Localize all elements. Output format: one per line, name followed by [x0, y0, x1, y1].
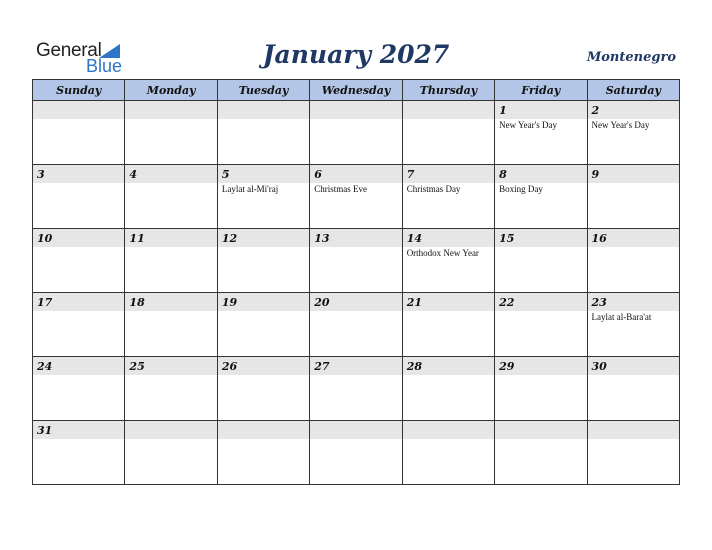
day-number: 26	[221, 360, 238, 373]
holiday-label	[33, 439, 124, 440]
weekday-header: Saturday	[587, 80, 679, 101]
day-cell	[402, 165, 494, 229]
weekday-header: Tuesday	[217, 80, 309, 101]
day-cell	[402, 293, 494, 357]
day-number: 17	[37, 296, 53, 309]
day-number-bar	[495, 293, 586, 311]
week-row	[33, 165, 680, 229]
holiday-label	[588, 439, 679, 440]
holiday-label	[495, 311, 586, 312]
holiday-label	[310, 375, 401, 376]
calendar-grid	[32, 79, 680, 485]
day-number-bar	[218, 101, 309, 119]
calendar-title: January 2027	[262, 40, 450, 69]
holiday-label	[33, 183, 124, 184]
holiday-label	[310, 119, 401, 120]
holiday-label	[403, 439, 494, 440]
weekday-header: Wednesday	[310, 80, 402, 101]
holiday-label	[588, 183, 679, 184]
day-number: 13	[314, 232, 330, 245]
day-number: 12	[221, 232, 238, 245]
day-cell	[402, 229, 494, 293]
holiday-label	[495, 439, 586, 440]
holiday-label	[218, 311, 309, 312]
weekday-header: Thursday	[402, 80, 494, 101]
day-number-bar	[125, 165, 216, 183]
day-cell	[310, 421, 402, 485]
day-cell	[33, 421, 125, 485]
day-number-bar	[310, 101, 401, 119]
holiday-label	[125, 439, 216, 440]
day-number: 15	[499, 232, 515, 245]
day-number-bar	[403, 293, 494, 311]
day-cell	[310, 165, 402, 229]
day-number-bar	[495, 101, 586, 119]
logo-text-blue: Blue	[86, 56, 123, 76]
holiday-label	[310, 247, 401, 248]
day-cell	[33, 357, 125, 421]
day-number: 5	[221, 168, 230, 181]
day-number-bar	[310, 165, 401, 183]
day-number-bar	[33, 421, 124, 439]
day-number: 4	[129, 168, 138, 181]
day-cell	[495, 101, 587, 165]
week-row	[33, 293, 680, 357]
day-number: 7	[406, 168, 415, 181]
day-cell	[495, 293, 587, 357]
week-row	[33, 229, 680, 293]
day-cell	[495, 165, 587, 229]
day-cell	[125, 357, 217, 421]
day-number: 25	[129, 360, 145, 373]
day-cell	[217, 357, 309, 421]
holiday-label	[33, 311, 124, 312]
day-cell	[33, 293, 125, 357]
day-number: 9	[591, 168, 600, 181]
holiday-label	[125, 375, 216, 376]
day-number-bar	[588, 421, 679, 439]
day-number-bar	[125, 357, 216, 375]
day-number-bar	[310, 357, 401, 375]
day-number: 31	[37, 424, 53, 437]
day-cell	[402, 357, 494, 421]
day-number-bar	[125, 293, 216, 311]
holiday-label: Orthodox New Year	[406, 248, 479, 258]
day-number-bar	[403, 421, 494, 439]
holiday-label	[310, 439, 401, 440]
holiday-label: Boxing Day	[499, 184, 543, 194]
day-number: 18	[129, 296, 145, 309]
day-number-bar	[218, 165, 309, 183]
day-number-bar	[495, 165, 586, 183]
day-number: 23	[591, 296, 607, 309]
day-cell	[495, 421, 587, 485]
holiday-label	[588, 247, 679, 248]
day-number: 6	[314, 168, 322, 181]
week-row	[33, 421, 680, 485]
weekday-header: Friday	[495, 80, 587, 101]
day-number-bar	[588, 293, 679, 311]
day-number: 28	[406, 360, 422, 373]
day-number-bar	[33, 101, 124, 119]
day-cell	[125, 101, 217, 165]
day-cell	[33, 101, 125, 165]
weekday-header-row	[33, 80, 680, 101]
week-row	[33, 357, 680, 421]
holiday-label	[33, 375, 124, 376]
day-cell	[402, 421, 494, 485]
holiday-label: New Year's Day	[499, 120, 557, 130]
holiday-label	[403, 311, 494, 312]
day-cell	[125, 229, 217, 293]
day-cell	[587, 229, 679, 293]
day-number-bar	[403, 357, 494, 375]
day-cell	[217, 229, 309, 293]
day-cell	[217, 421, 309, 485]
holiday-label	[125, 247, 216, 248]
day-number-bar	[218, 357, 309, 375]
day-number-bar	[125, 421, 216, 439]
day-number-bar	[33, 357, 124, 375]
holiday-label	[33, 247, 124, 248]
day-number-bar	[310, 421, 401, 439]
day-number: 14	[406, 232, 422, 245]
holiday-label	[403, 119, 494, 120]
holiday-label	[218, 119, 309, 120]
day-cell	[587, 165, 679, 229]
day-number-bar	[33, 229, 124, 247]
day-number-bar	[218, 293, 309, 311]
holiday-label	[495, 247, 586, 248]
day-cell	[217, 165, 309, 229]
day-number-bar	[33, 165, 124, 183]
holiday-label: Christmas Eve	[314, 184, 368, 194]
weekday-header: Monday	[125, 80, 217, 101]
day-number: 3	[37, 168, 45, 181]
day-cell	[217, 293, 309, 357]
day-cell	[587, 357, 679, 421]
day-number: 2	[591, 104, 600, 117]
day-cell	[310, 357, 402, 421]
weekday-header: Sunday	[33, 80, 125, 101]
holiday-label	[125, 119, 216, 120]
day-number: 30	[591, 360, 607, 373]
day-number-bar	[403, 101, 494, 119]
day-number-bar	[495, 357, 586, 375]
day-number: 29	[499, 360, 515, 373]
day-cell	[587, 421, 679, 485]
day-number-bar	[403, 165, 494, 183]
holiday-label	[125, 183, 216, 184]
day-number-bar	[588, 357, 679, 375]
day-number-bar	[588, 229, 679, 247]
day-number-bar	[33, 293, 124, 311]
day-number-bar	[310, 229, 401, 247]
day-number: 20	[314, 296, 330, 309]
day-cell	[125, 293, 217, 357]
day-number-bar	[218, 421, 309, 439]
holiday-label	[33, 119, 124, 120]
holiday-label: Laylat al-Bara'at	[591, 312, 652, 322]
day-number: 22	[499, 296, 515, 309]
holiday-label: New Year's Day	[591, 120, 650, 130]
day-cell	[310, 293, 402, 357]
day-cell	[125, 421, 217, 485]
holiday-label: Christmas Day	[406, 184, 461, 194]
day-cell	[310, 101, 402, 165]
holiday-label: Laylat al-Mi'raj	[221, 184, 279, 194]
holiday-label	[218, 439, 309, 440]
day-number-bar	[218, 229, 309, 247]
day-number: 1	[499, 104, 507, 117]
day-number: 16	[591, 232, 607, 245]
day-cell	[217, 101, 309, 165]
day-cell	[495, 229, 587, 293]
week-row	[33, 101, 680, 165]
day-number: 19	[221, 296, 238, 309]
day-number-bar	[495, 421, 586, 439]
holiday-label	[495, 375, 586, 376]
day-number-bar	[310, 293, 401, 311]
country-label: Montenegro	[586, 50, 676, 65]
day-cell	[587, 101, 679, 165]
holiday-label	[588, 375, 679, 376]
day-number-bar	[403, 229, 494, 247]
holiday-label	[218, 247, 309, 248]
holiday-label	[218, 375, 309, 376]
holiday-label	[310, 311, 401, 312]
day-cell	[33, 229, 125, 293]
day-cell	[402, 101, 494, 165]
day-cell	[587, 293, 679, 357]
day-number: 10	[37, 232, 53, 245]
day-number: 21	[406, 296, 422, 309]
day-number-bar	[495, 229, 586, 247]
day-number: 27	[314, 360, 330, 373]
day-number-bar	[125, 101, 216, 119]
holiday-label	[125, 311, 216, 312]
day-number: 8	[499, 168, 507, 181]
day-cell	[125, 165, 217, 229]
day-number-bar	[588, 165, 679, 183]
day-cell	[495, 357, 587, 421]
day-number: 24	[37, 360, 53, 373]
day-number: 11	[129, 232, 145, 245]
day-cell	[310, 229, 402, 293]
day-number-bar	[588, 101, 679, 119]
day-number-bar	[125, 229, 216, 247]
holiday-label	[403, 375, 494, 376]
logo-text-general: General	[36, 40, 102, 61]
day-cell	[33, 165, 125, 229]
